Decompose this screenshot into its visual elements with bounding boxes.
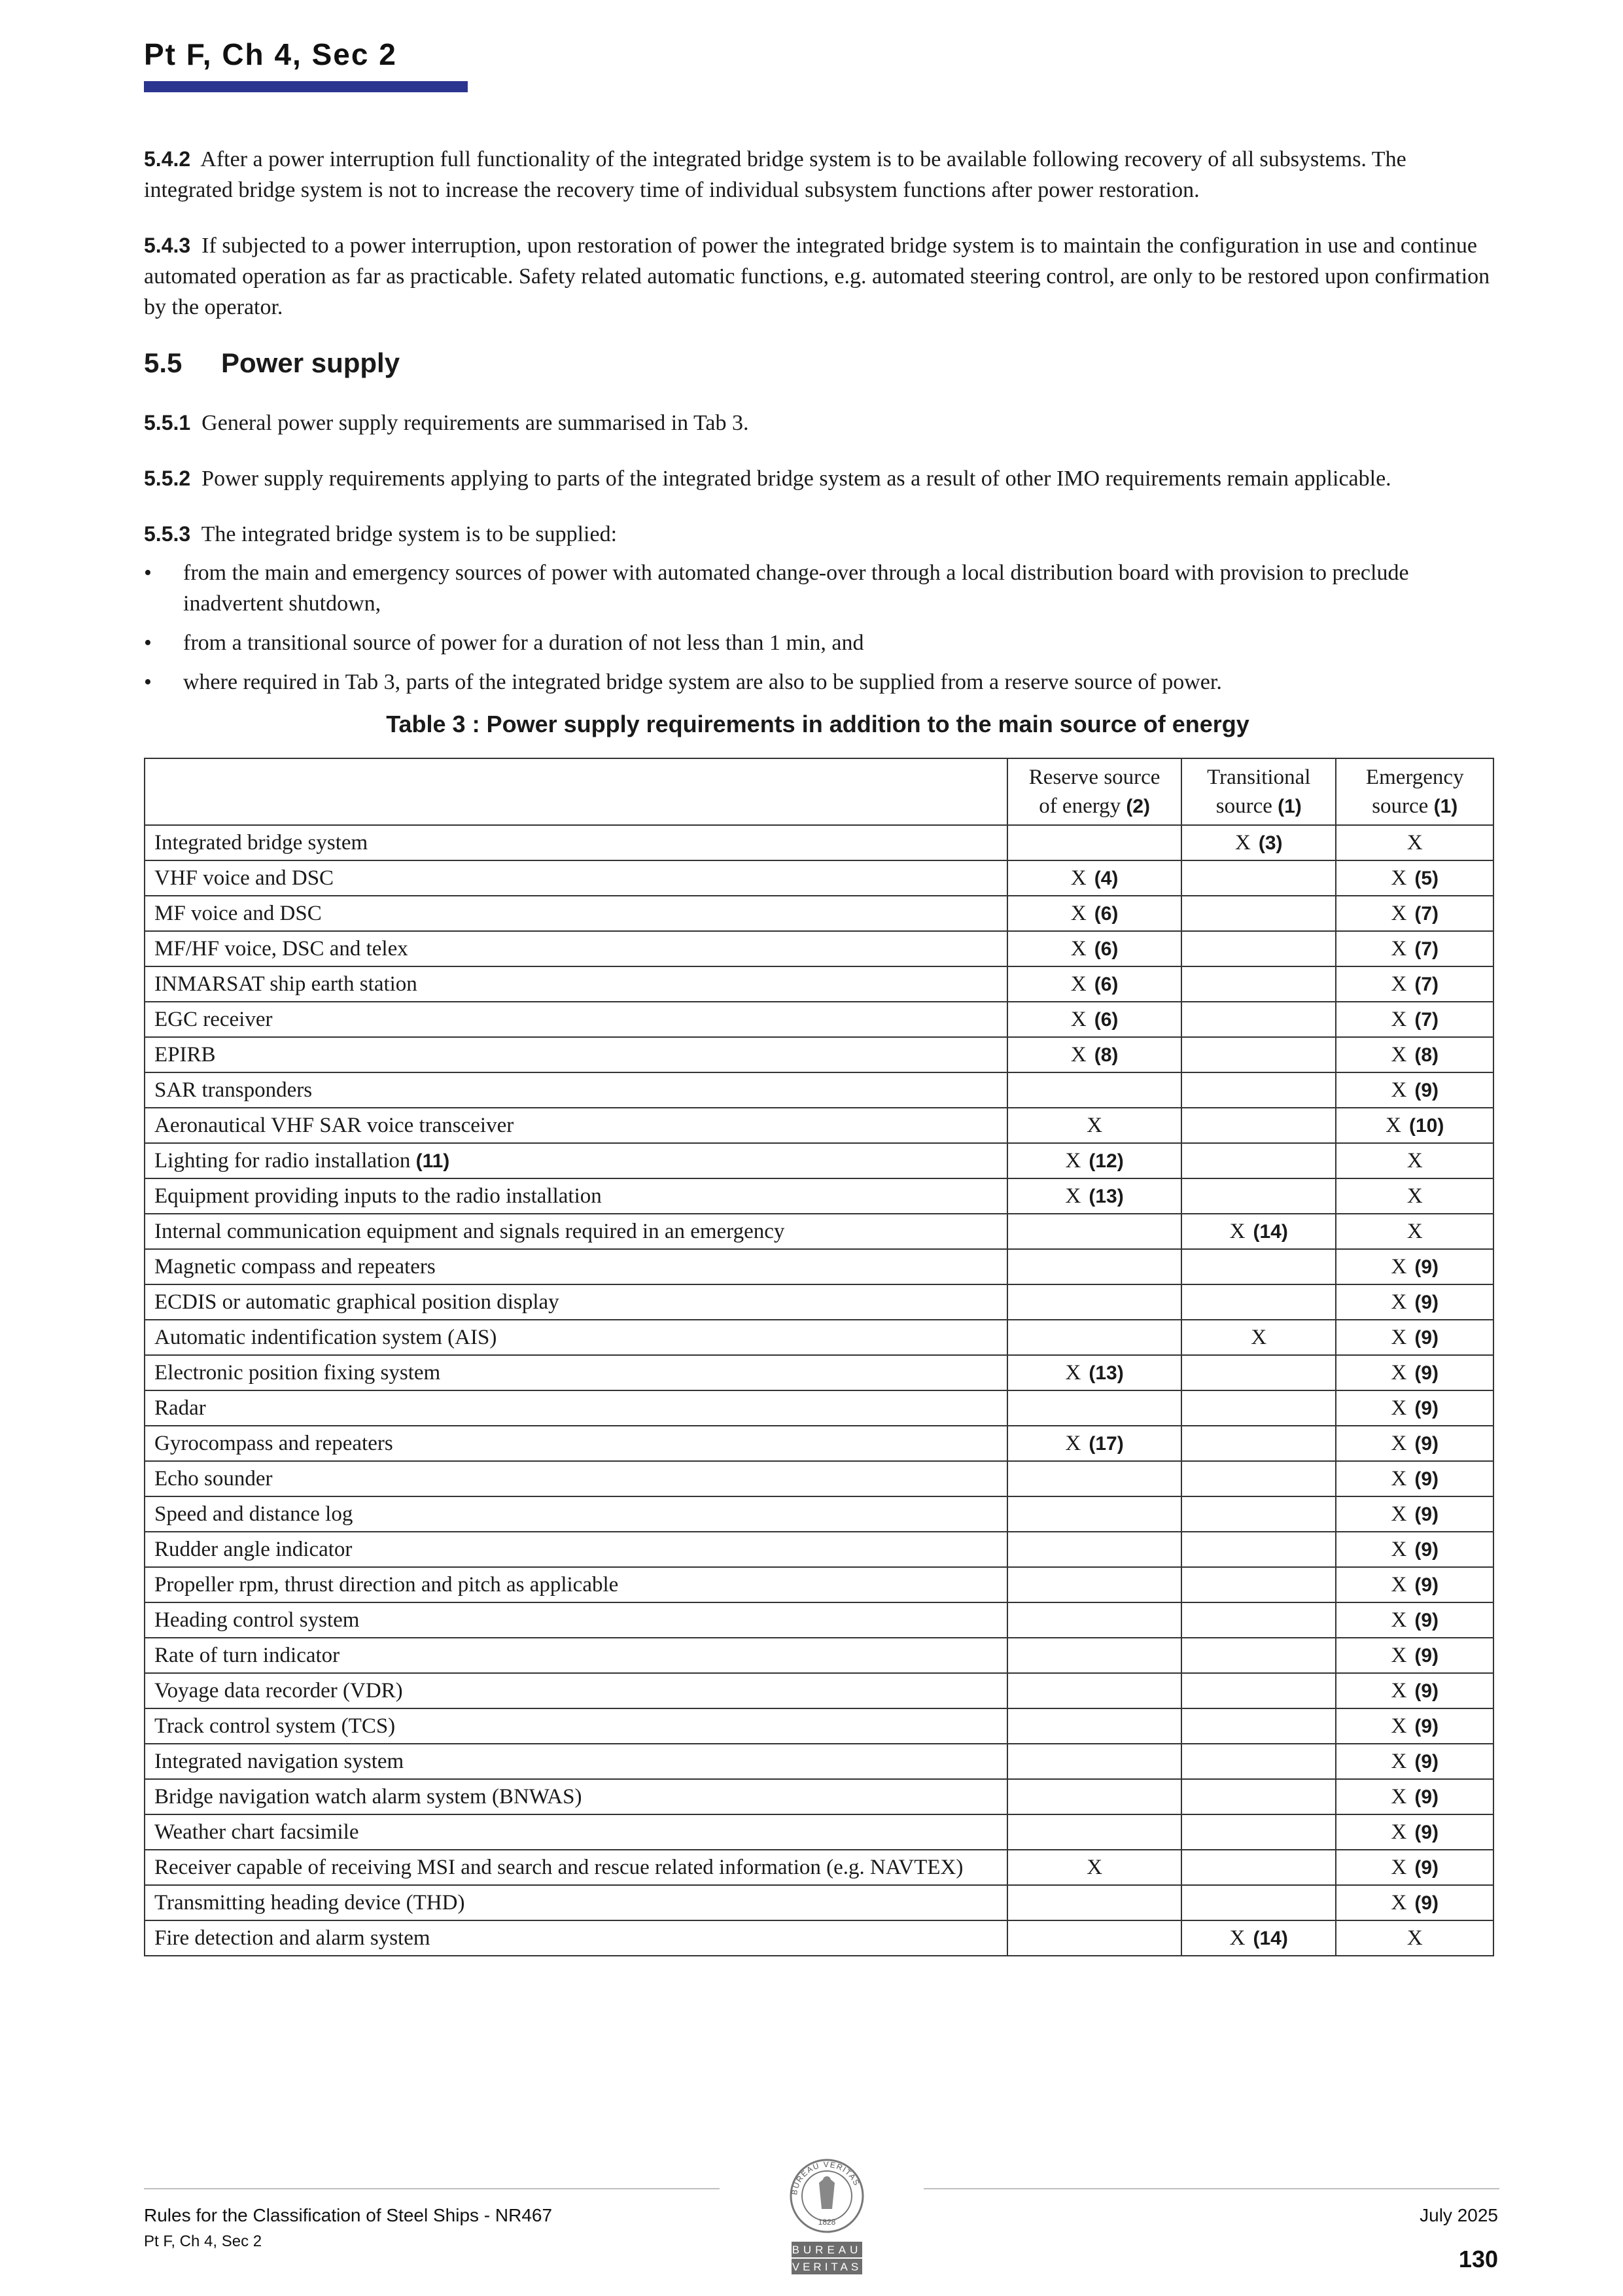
emergency-cell: X (9) — [1336, 1885, 1493, 1920]
emergency-cell: X (9) — [1336, 1072, 1493, 1108]
list-item: • from the main and emergency sources of power with automated change-over through a local distribution board with provision to preclude inadvertent shutdown, — [144, 557, 1492, 619]
emergency-cell: X (9) — [1336, 1779, 1493, 1814]
emergency-cell: X — [1336, 825, 1493, 860]
reserve-cell — [1007, 1496, 1181, 1532]
reserve-cell — [1007, 1320, 1181, 1355]
equipment-cell: MF voice and DSC — [145, 896, 1007, 931]
transitional-cell — [1181, 1496, 1336, 1532]
main-content — [144, 144, 1492, 1956]
transitional-cell — [1181, 1426, 1336, 1461]
header-reserve-source: Reserve source of energy (2) — [1007, 758, 1181, 825]
reserve-cell — [1007, 1638, 1181, 1673]
equipment-cell: EGC receiver — [145, 1002, 1007, 1037]
table-row — [145, 1779, 1493, 1814]
equipment-cell: Lighting for radio installation (11) — [145, 1143, 1007, 1178]
table-row — [145, 1638, 1493, 1673]
equipment-cell: SAR transponders — [145, 1072, 1007, 1108]
equipment-cell: Receiver capable of receiving MSI and search and rescue related information (e.g. NAVTEX) — [145, 1850, 1007, 1885]
transitional-cell — [1181, 1850, 1336, 1885]
emergency-cell: X (7) — [1336, 1002, 1493, 1037]
emergency-cell: X (9) — [1336, 1850, 1493, 1885]
bullet-icon: • — [144, 670, 152, 694]
footer-section-ref: Pt F, Ch 4, Sec 2 — [144, 2233, 262, 2250]
bureau-veritas-logo — [782, 2157, 871, 2281]
paragraph-5-5-2 — [144, 463, 1492, 494]
transitional-cell — [1181, 1532, 1336, 1567]
reserve-cell — [1007, 1602, 1181, 1638]
table-row — [145, 1002, 1493, 1037]
section-number: 5.5 — [144, 347, 183, 378]
paragraph-number: 5.5.3 — [144, 522, 191, 546]
list-item: • from a transitional source of power for a duration of not less than 1 min, and — [144, 627, 1492, 658]
footer-rule-right — [924, 2188, 1499, 2189]
transitional-cell: X — [1181, 1320, 1336, 1355]
transitional-cell — [1181, 1814, 1336, 1850]
emergency-cell: X (9) — [1336, 1744, 1493, 1779]
table-row — [145, 1249, 1493, 1284]
reserve-cell: X (13) — [1007, 1178, 1181, 1214]
equipment-cell: INMARSAT ship earth station — [145, 966, 1007, 1002]
equipment-cell: Magnetic compass and repeaters — [145, 1249, 1007, 1284]
emergency-cell: X — [1336, 1178, 1493, 1214]
power-supply-table — [144, 758, 1494, 1956]
equipment-cell: Echo sounder — [145, 1461, 1007, 1496]
reserve-cell: X (6) — [1007, 896, 1181, 931]
transitional-cell: X (14) — [1181, 1920, 1336, 1956]
emergency-cell: X (5) — [1336, 860, 1493, 896]
paragraph-text: Power supply requirements applying to parts of the integrated bridge system as a result of other IMO requirements remain applicable. — [201, 467, 1391, 491]
emergency-cell: X (7) — [1336, 931, 1493, 966]
emergency-cell: X (7) — [1336, 896, 1493, 931]
logo-band-top: BUREAU — [792, 2244, 862, 2256]
transitional-cell: X (14) — [1181, 1214, 1336, 1249]
transitional-cell — [1181, 1355, 1336, 1390]
emergency-cell: X (9) — [1336, 1496, 1493, 1532]
table-row — [145, 1037, 1493, 1072]
transitional-cell — [1181, 966, 1336, 1002]
emergency-cell: X (9) — [1336, 1638, 1493, 1673]
emergency-cell: X (9) — [1336, 1708, 1493, 1744]
bullet-icon: • — [144, 631, 152, 655]
reserve-cell: X (8) — [1007, 1037, 1181, 1072]
emergency-cell: X (9) — [1336, 1320, 1493, 1355]
footer-document-title: Rules for the Classification of Steel Ships - NR467 — [144, 2205, 553, 2225]
table-row — [145, 1178, 1493, 1214]
equipment-cell: Rate of turn indicator — [145, 1638, 1007, 1673]
equipment-cell: Transmitting heading device (THD) — [145, 1885, 1007, 1920]
equipment-cell: EPIRB — [145, 1037, 1007, 1072]
emergency-cell: X (9) — [1336, 1673, 1493, 1708]
transitional-cell — [1181, 1143, 1336, 1178]
table-row — [145, 1426, 1493, 1461]
table-row — [145, 1461, 1493, 1496]
header-accent-bar — [144, 81, 468, 92]
header-transitional-source: Transitional source (1) — [1181, 758, 1336, 825]
transitional-cell — [1181, 1390, 1336, 1426]
reserve-cell — [1007, 1461, 1181, 1496]
table-row — [145, 1072, 1493, 1108]
transitional-cell — [1181, 1638, 1336, 1673]
reserve-cell — [1007, 1249, 1181, 1284]
table-row — [145, 1355, 1493, 1390]
table-row — [145, 1496, 1493, 1532]
equipment-cell: Heading control system — [145, 1602, 1007, 1638]
transitional-cell — [1181, 931, 1336, 966]
paragraph-text: The integrated bridge system is to be supplied: — [201, 522, 618, 546]
reserve-cell — [1007, 1814, 1181, 1850]
transitional-cell — [1181, 1567, 1336, 1602]
reserve-cell — [1007, 1284, 1181, 1320]
section-heading — [144, 347, 1492, 379]
equipment-cell: Internal communication equipment and signals required in an emergency — [145, 1214, 1007, 1249]
paragraph-5-5-3 — [144, 519, 1492, 550]
paragraph-text: General power supply requirements are summarised in Tab 3. — [201, 411, 749, 435]
transitional-cell — [1181, 896, 1336, 931]
table-row — [145, 860, 1493, 896]
emergency-cell: X (9) — [1336, 1249, 1493, 1284]
reserve-cell: X — [1007, 1108, 1181, 1143]
emergency-cell: X (8) — [1336, 1037, 1493, 1072]
emergency-cell: X (9) — [1336, 1426, 1493, 1461]
footer-rule-left — [144, 2188, 720, 2189]
table-row — [145, 1744, 1493, 1779]
equipment-cell: Voyage data recorder (VDR) — [145, 1673, 1007, 1708]
reserve-cell — [1007, 1072, 1181, 1108]
reserve-cell — [1007, 1779, 1181, 1814]
table-header-row — [145, 758, 1493, 825]
transitional-cell — [1181, 1178, 1336, 1214]
reserve-cell: X (6) — [1007, 1002, 1181, 1037]
paragraph-5-4-3 — [144, 230, 1492, 323]
paragraph-5-4-2 — [144, 144, 1492, 205]
table-row — [145, 1108, 1493, 1143]
table-row — [145, 825, 1493, 860]
paragraph-number: 5.4.2 — [144, 147, 191, 171]
logo-band-bottom: VERITAS — [792, 2261, 862, 2273]
bullet-icon: • — [144, 561, 152, 585]
equipment-cell: Speed and distance log — [145, 1496, 1007, 1532]
table-row — [145, 1532, 1493, 1567]
page-number: 130 — [1458, 2246, 1498, 2272]
reserve-cell: X — [1007, 1850, 1181, 1885]
table-row — [145, 1214, 1493, 1249]
transitional-cell — [1181, 1072, 1336, 1108]
logo-ring-text: BUREAU VERITAS — [790, 2159, 862, 2196]
header-blank-cell — [145, 758, 1007, 825]
reserve-cell — [1007, 1214, 1181, 1249]
reserve-cell: X (4) — [1007, 860, 1181, 896]
equipment-cell: Bridge navigation watch alarm system (BNWAS) — [145, 1779, 1007, 1814]
table-caption: Table 3 : Power supply requirements in addition to the main source of energy — [386, 711, 1249, 737]
table-row — [145, 1143, 1493, 1178]
logo-year: 1828 — [818, 2217, 836, 2227]
reserve-cell: X (6) — [1007, 966, 1181, 1002]
equipment-cell: MF/HF voice, DSC and telex — [145, 931, 1007, 966]
emergency-cell: X (9) — [1336, 1532, 1493, 1567]
page-header-title: Pt F, Ch 4, Sec 2 — [144, 37, 397, 71]
emergency-cell: X (7) — [1336, 966, 1493, 1002]
equipment-cell: ECDIS or automatic graphical position display — [145, 1284, 1007, 1320]
table-row — [145, 1284, 1493, 1320]
equipment-cell: Integrated navigation system — [145, 1744, 1007, 1779]
table-row — [145, 1814, 1493, 1850]
table-row — [145, 1708, 1493, 1744]
section-title: Power supply — [221, 347, 400, 378]
reserve-cell — [1007, 1920, 1181, 1956]
reserve-cell — [1007, 1390, 1181, 1426]
table-row — [145, 966, 1493, 1002]
transitional-cell — [1181, 860, 1336, 896]
emergency-cell: X (10) — [1336, 1108, 1493, 1143]
table-row — [145, 931, 1493, 966]
emergency-cell: X (9) — [1336, 1355, 1493, 1390]
paragraph-number: 5.5.2 — [144, 467, 191, 490]
transitional-cell — [1181, 1037, 1336, 1072]
table-row — [145, 1602, 1493, 1638]
reserve-cell — [1007, 1567, 1181, 1602]
emergency-cell: X (9) — [1336, 1461, 1493, 1496]
emergency-cell: X (9) — [1336, 1284, 1493, 1320]
transitional-cell — [1181, 1708, 1336, 1744]
table-row — [145, 1567, 1493, 1602]
reserve-cell: X (13) — [1007, 1355, 1181, 1390]
table-row — [145, 1390, 1493, 1426]
reserve-cell: X (12) — [1007, 1143, 1181, 1178]
bullet-list — [144, 557, 1492, 698]
table-row — [145, 1320, 1493, 1355]
footer-date: July 2025 — [1420, 2205, 1498, 2225]
reserve-cell — [1007, 825, 1181, 860]
transitional-cell — [1181, 1284, 1336, 1320]
paragraph-text: After a power interruption full functionality of the integrated bridge system is to be available following recovery of all subsystems. The integrated bridge system is not to increase the recovery time of individual subsystem functions after power restoration. — [144, 147, 1406, 202]
emergency-cell: X — [1336, 1143, 1493, 1178]
transitional-cell — [1181, 1002, 1336, 1037]
equipment-cell: Integrated bridge system — [145, 825, 1007, 860]
emergency-cell: X — [1336, 1920, 1493, 1956]
paragraph-number: 5.4.3 — [144, 234, 191, 257]
equipment-cell: Radar — [145, 1390, 1007, 1426]
equipment-cell: Rudder angle indicator — [145, 1532, 1007, 1567]
transitional-cell — [1181, 1602, 1336, 1638]
emergency-cell: X (9) — [1336, 1390, 1493, 1426]
transitional-cell — [1181, 1744, 1336, 1779]
transitional-cell — [1181, 1249, 1336, 1284]
reserve-cell: X (6) — [1007, 931, 1181, 966]
paragraph-text: If subjected to a power interruption, upon restoration of power the integrated bridge system is to maintain the configuration in use and continue automated operation as far as practicable. Safety related automatic functions, e.g. automated steering control, are only to be restored upon confirmation by the operator. — [144, 234, 1490, 319]
equipment-cell: Gyrocompass and repeaters — [145, 1426, 1007, 1461]
paragraph-5-5-1 — [144, 408, 1492, 438]
reserve-cell — [1007, 1744, 1181, 1779]
table-row — [145, 896, 1493, 931]
table-row — [145, 1850, 1493, 1885]
reserve-cell — [1007, 1532, 1181, 1567]
table-row — [145, 1673, 1493, 1708]
equipment-cell: Weather chart facsimile — [145, 1814, 1007, 1850]
equipment-cell: Fire detection and alarm system — [145, 1920, 1007, 1956]
table-row — [145, 1920, 1493, 1956]
paragraph-number: 5.5.1 — [144, 411, 191, 434]
equipment-cell: VHF voice and DSC — [145, 860, 1007, 896]
equipment-cell: Propeller rpm, thrust direction and pitch as applicable — [145, 1567, 1007, 1602]
reserve-cell — [1007, 1673, 1181, 1708]
header-emergency-source: Emergency source (1) — [1336, 758, 1493, 825]
equipment-cell: Equipment providing inputs to the radio installation — [145, 1178, 1007, 1214]
transitional-cell — [1181, 1885, 1336, 1920]
emergency-cell: X (9) — [1336, 1602, 1493, 1638]
reserve-cell — [1007, 1708, 1181, 1744]
reserve-cell — [1007, 1885, 1181, 1920]
reserve-cell: X (17) — [1007, 1426, 1181, 1461]
table-row — [145, 1885, 1493, 1920]
equipment-cell: Automatic indentification system (AIS) — [145, 1320, 1007, 1355]
transitional-cell: X (3) — [1181, 825, 1336, 860]
equipment-cell: Track control system (TCS) — [145, 1708, 1007, 1744]
equipment-cell: Aeronautical VHF SAR voice transceiver — [145, 1108, 1007, 1143]
emergency-cell: X (9) — [1336, 1814, 1493, 1850]
emergency-cell: X — [1336, 1214, 1493, 1249]
transitional-cell — [1181, 1779, 1336, 1814]
list-item: • where required in Tab 3, parts of the integrated bridge system are also to be supplied from a reserve source of power. — [144, 667, 1492, 698]
transitional-cell — [1181, 1673, 1336, 1708]
equipment-cell: Electronic position fixing system — [145, 1355, 1007, 1390]
transitional-cell — [1181, 1108, 1336, 1143]
emergency-cell: X (9) — [1336, 1567, 1493, 1602]
transitional-cell — [1181, 1461, 1336, 1496]
